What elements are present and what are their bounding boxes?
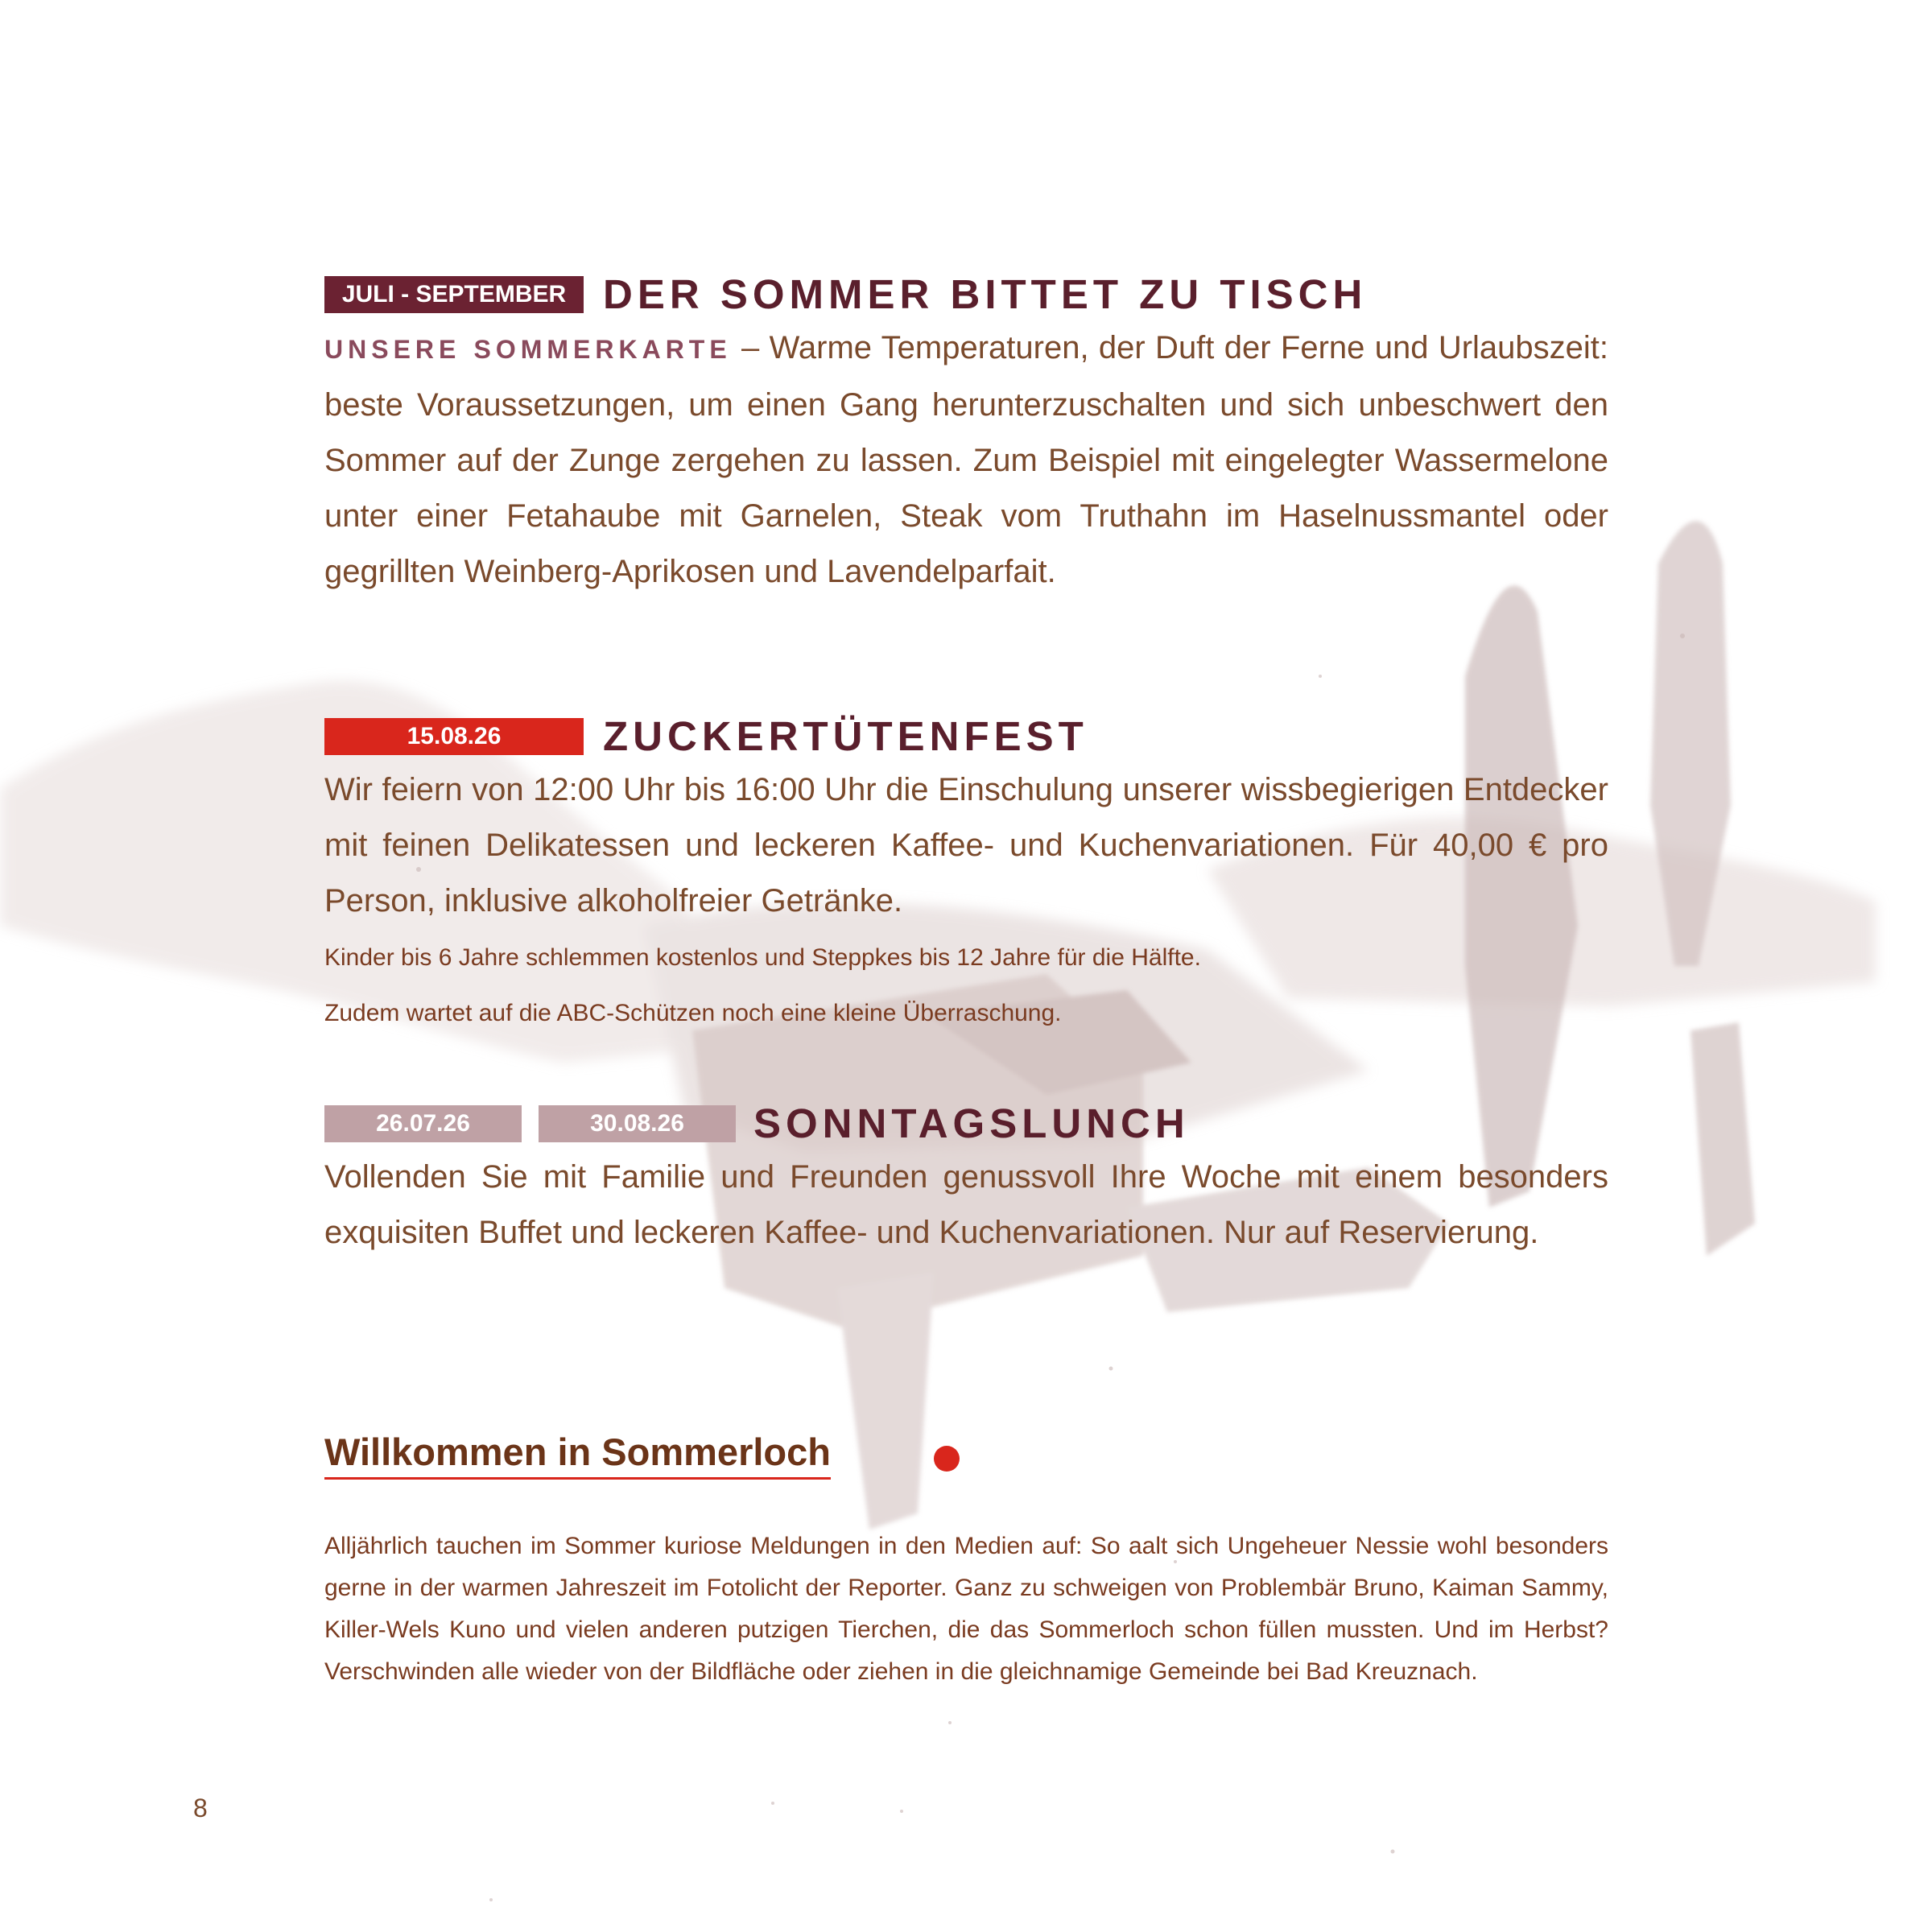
section-zuckertuetenfest-header (324, 712, 1088, 760)
section-title: ZUCKERTÜTENFEST (603, 713, 1088, 759)
section-sommerkarte-header (324, 270, 1367, 318)
section-sonntagslunch-text: Vollenden Sie mit Familie und Freunden genussvoll Ihre Woche mit einem besonders exquisiten Buffet und leckeren Kaffee- und Kuchenvariationen. Nur auf Reservierung. (324, 1159, 1608, 1250)
section-title: DER SOMMER BITTET ZU TISCH (603, 271, 1368, 317)
note-text: Zudem wartet auf die ABC-Schützen noch eine kleine Überraschung. (324, 1000, 1062, 1026)
section-zuckertuetenfest-text: Wir feiern von 12:00 Uhr bis 16:00 Uhr die Einschulung unserer wissbegierigen Entdecker mit feinen Delikatessen und leckeren Kaffee- und Kuchenvariationen. Für 40,00 € pro Person, inklusive alkoholfreier Getränke. (324, 772, 1608, 919)
section-sonntagslunch-header (324, 1100, 1190, 1147)
lead-label: UNSERE SOMMERKARTE (324, 335, 732, 364)
page-number: 8 (193, 1794, 208, 1823)
paragraph-text: – Warme Temperaturen, der Duft der Ferne und Urlaubszeit: beste Voraussetzungen, um einen Gang herunterzuschalten und sich unbeschwert den Sommer auf der Zunge zergehen zu lassen. Zum Beispiel mit eingelegter Wassermelone unter einer Fetahaube mit Garnelen, Steak vom Truthahn im Haselnussmantel oder gegrillten Weinberg-Aprikosen und Lavendelparfait. (324, 330, 1609, 589)
date-tag: 26.07.26 (324, 1105, 522, 1142)
note-text: Kinder bis 6 Jahre schlemmen kostenlos und Steppkes bis 12 Jahre für die Hälfte. (324, 944, 1201, 971)
welcome-heading: Willkommen in Sommerloch (324, 1430, 831, 1480)
red-dot-icon (934, 1446, 960, 1472)
date-tag: 30.08.26 (539, 1105, 736, 1142)
section-title: SONNTAGSLUNCH (753, 1100, 1190, 1146)
welcome-text: Alljährlich tauchen im Sommer kuriose Meldungen in den Medien auf: So aalt sich Ungeheuer Nessie wohl besonders gerne in der warmen Jahreszeit im Fotolicht der Reporter. Ganz zu schweigen von Problembär Bruno, Kaiman Sammy, Killer-Wels Kuno und vielen anderen putzigen Tierchen, die das Sommerloch schon füllen mussten. Und im Herbst? Verschwinden alle wieder von der Bildfläche oder ziehen in die gleichnamige Gemeinde bei Bad Kreuznach. (324, 1533, 1608, 1685)
date-tag: 15.08.26 (324, 718, 584, 755)
date-tag: JULI - SEPTEMBER (324, 276, 584, 313)
section-sommerkarte-text (324, 320, 1608, 600)
